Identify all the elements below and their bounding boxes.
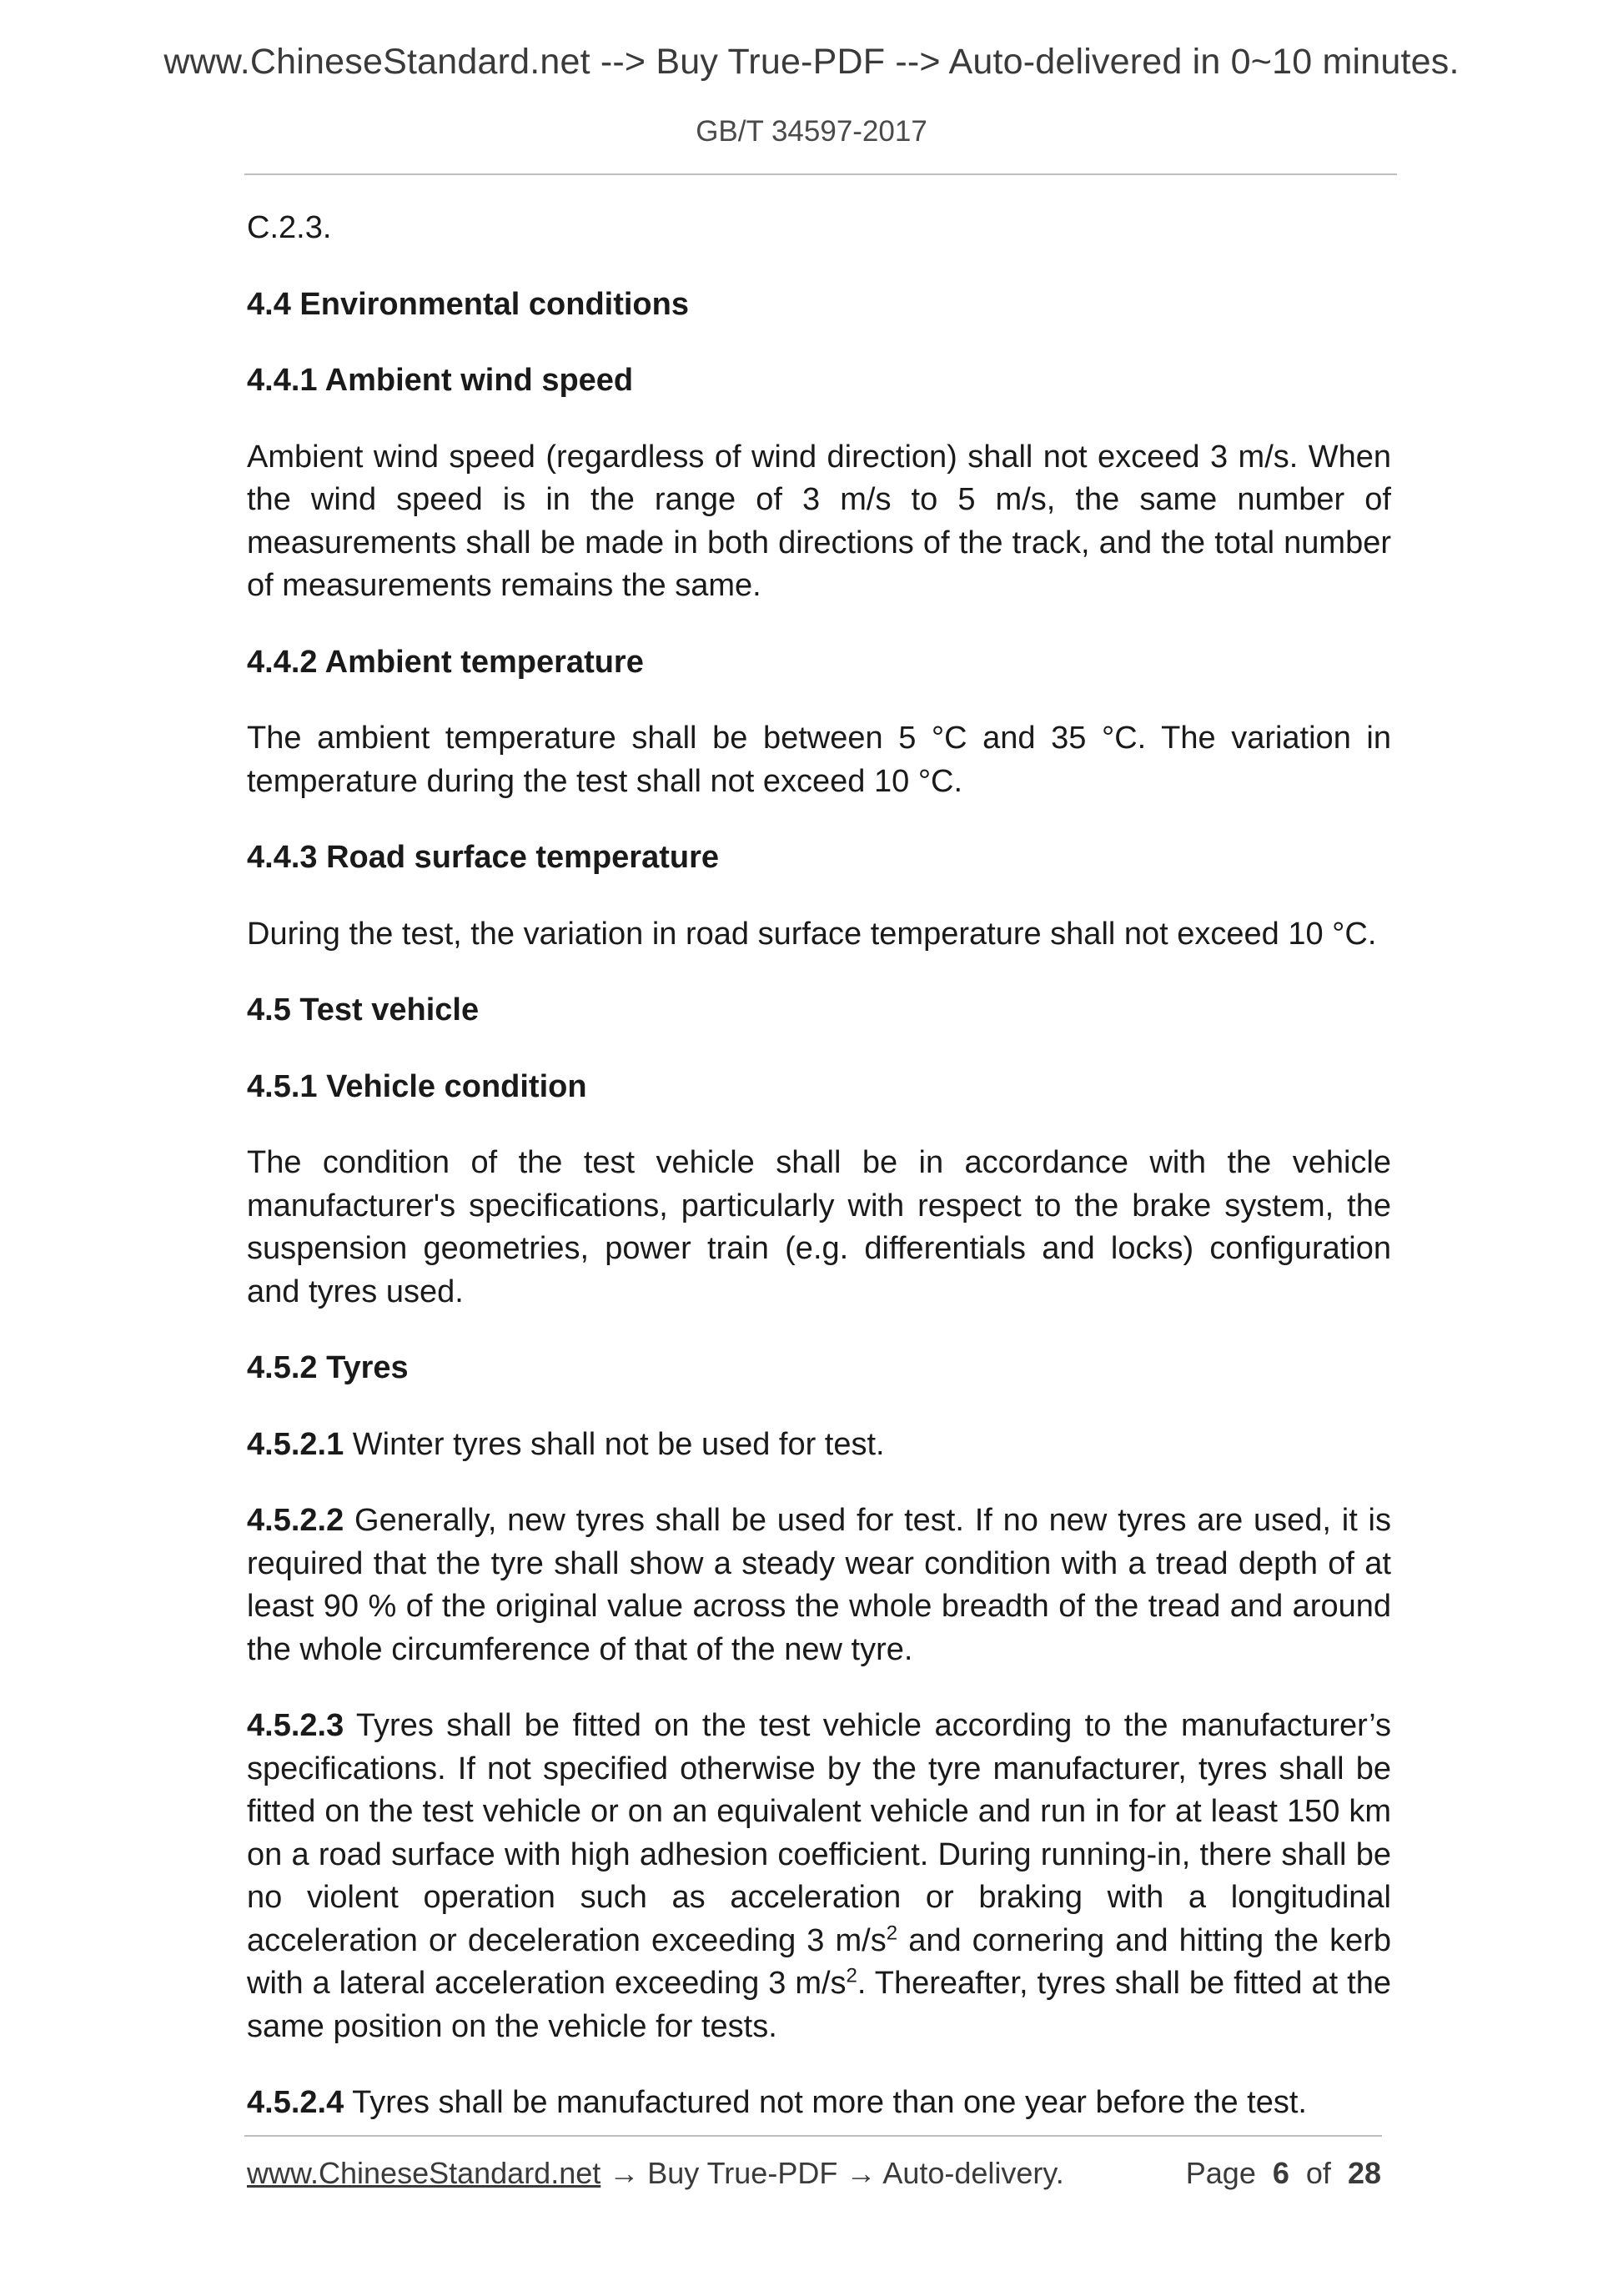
clause-text: Tyres shall be fitted on the test vehicle according to the manufacturer’s specifications. If not specified otherwise by the tyre manufacturer, tyres shall be fitted on the test vehicle or on an equivalent vehicle and run in for at least 150 km on a road surface with high adhesion coefficient. During running-in, there shall be no violent operation such as acceleration or braking with a longitudinal acceleration or deceleration exceeding 3 m/s — [247, 1708, 1391, 1958]
clause-4-5-2-1 — [247, 1424, 1391, 1467]
footer-divider — [244, 2135, 1382, 2137]
heading-4-5: 4.5 Test vehicle — [247, 992, 480, 1027]
clause-number: 4.5.2.3 — [247, 1708, 344, 1743]
superscript: 2 — [846, 1964, 857, 1987]
clause-4-5-2-4 — [247, 2082, 1391, 2125]
header-divider — [244, 173, 1397, 175]
clause-number: 4.5.2.1 — [247, 1426, 344, 1462]
standard-number: GB/T 34597-2017 — [696, 115, 927, 148]
paragraph-4-4-3: During the test, the variation in road surface temperature shall not exceed 10 °C. — [247, 916, 1377, 952]
clause-text: and cornering and hitting the kerb with a lateral acceleration exceeding 3 m/s — [247, 1922, 1391, 2001]
heading-4-5-1: 4.5.1 Vehicle condition — [247, 1068, 587, 1104]
heading-4-4: 4.4 Environmental conditions — [247, 286, 689, 322]
footer-site-link[interactable]: www.ChineseStandard.net — [247, 2156, 601, 2190]
heading-4-4-1: 4.4.1 Ambient wind speed — [247, 363, 634, 398]
of-word: of — [1305, 2156, 1331, 2190]
page-content — [247, 207, 1391, 2125]
paragraph-4-4-1: Ambient wind speed (regardless of wind direction) shall not exceed 3 m/s. When the wind speed is in the range of 3 m/s to 5 m/s, the same number of measurements shall be made in both directions of the track, and the total number of measurements remains the same. — [247, 439, 1391, 603]
paragraph-4-5-1: The condition of the test vehicle shall be in accordance with the vehicle manufacturer's specifications, particularly with respect to the brake system, the suspension geometries, power train (e.g. differentials and locks) configuration and tyres used. — [247, 1145, 1391, 1309]
page-total: 28 — [1347, 2156, 1381, 2190]
clause-4-5-2-3 — [247, 1705, 1391, 2048]
page-indicator — [1186, 2156, 1381, 2191]
clause-text: Tyres shall be manufactured not more than one year before the test. — [344, 2085, 1307, 2120]
page-footer — [247, 2156, 1381, 2191]
top-banner: www.ChineseStandard.net --> Buy True-PDF --> Auto-delivered in 0~10 minutes. — [163, 42, 1460, 82]
clause-number: 4.5.2.2 — [247, 1503, 344, 1538]
page-word: Page — [1185, 2156, 1256, 2190]
clause-text: Generally, new tyres shall be used for test. If no new tyres are used, it is required that the tyre shall show a steady wear condition with a tread depth of at least 90 % of the original value across the whole breadth of the tread and around the whole circumference of that of the new tyre. — [247, 1503, 1391, 1667]
heading-4-4-2: 4.4.2 Ambient temperature — [247, 644, 644, 680]
paragraph-4-4-2: The ambient temperature shall be between 5 °C and 35 °C. The variation in temperature during the test shall not exceed 10 °C. — [247, 721, 1391, 799]
continued-reference: C.2.3. — [247, 210, 332, 245]
superscript: 2 — [886, 1921, 898, 1944]
clause-text: Winter tyres shall not be used for test. — [344, 1426, 885, 1462]
page-current: 6 — [1272, 2156, 1289, 2190]
clause-number: 4.5.2.4 — [247, 2085, 344, 2120]
footer-tagline: → Buy True-PDF → Auto-delivery. — [600, 2156, 1064, 2190]
heading-4-5-2: 4.5.2 Tyres — [247, 1350, 409, 1385]
clause-4-5-2-2 — [247, 1500, 1391, 1671]
clause-text: . Thereafter, tyres shall be fitted at the same position on the vehicle for tests. — [247, 1966, 1391, 2044]
heading-4-4-3: 4.4.3 Road surface temperature — [247, 840, 720, 875]
